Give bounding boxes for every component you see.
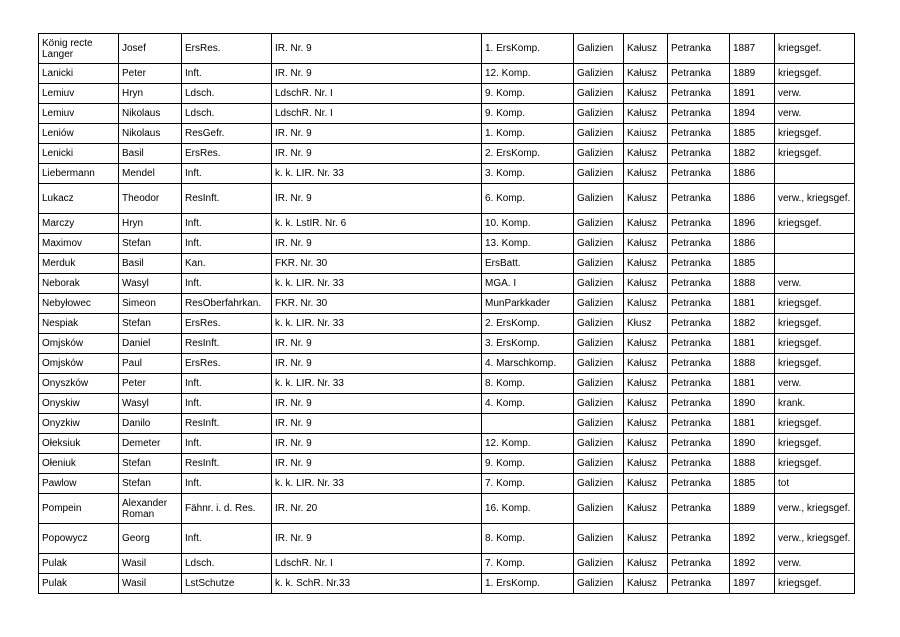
province-cell: Galizien [574,254,624,274]
district-cell: Kałusz [624,84,668,104]
table-row [39,574,855,594]
status-cell: verw., kriegsgef. [775,494,855,524]
company-cell: 2. ErsKomp. [482,314,574,334]
table-row [39,374,855,394]
birth-year-cell: 1881 [730,414,775,434]
province-cell: Galizien [574,184,624,214]
table-row [39,104,855,124]
surname-cell: Ołeksiuk [39,434,119,454]
province-cell: Galizien [574,354,624,374]
status-cell: kriegsgef. [775,434,855,454]
rank-cell: Inft. [182,164,272,184]
district-cell: Kałusz [624,274,668,294]
village-cell: Petranka [668,454,730,474]
district-cell: Kłusz [624,314,668,334]
company-cell: 4. Marschkomp. [482,354,574,374]
surname-cell: Pawlow [39,474,119,494]
table-row [39,64,855,84]
given-name-cell: Simeon [119,294,182,314]
rank-cell: ResOberfahrkan. [182,294,272,314]
company-cell: 12. Komp. [482,64,574,84]
birth-year-cell: 1882 [730,314,775,334]
village-cell: Petranka [668,494,730,524]
birth-year-cell: 1885 [730,124,775,144]
district-cell: Kałusz [624,184,668,214]
surname-cell: Ołeniuk [39,454,119,474]
rank-cell: ErsRes. [182,314,272,334]
province-cell: Galizien [574,64,624,84]
regiment-cell: IR. Nr. 9 [272,64,482,84]
company-cell: 9. Komp. [482,104,574,124]
company-cell: 6. Komp. [482,184,574,214]
regiment-cell: IR. Nr. 9 [272,124,482,144]
district-cell: Kałusz [624,524,668,554]
table-row [39,414,855,434]
village-cell: Petranka [668,104,730,124]
province-cell: Galizien [574,394,624,414]
given-name-cell: Nikolaus [119,104,182,124]
regiment-cell: IR. Nr. 9 [272,334,482,354]
rank-cell: Inft. [182,434,272,454]
company-cell: 1. Komp. [482,124,574,144]
company-cell: 1. ErsKomp. [482,574,574,594]
company-cell: MunParkkader [482,294,574,314]
given-name-cell: Danilo [119,414,182,434]
status-cell [775,164,855,184]
rank-cell: ResGefr. [182,124,272,144]
given-name-cell: Georg [119,524,182,554]
rank-cell: LstSchutze [182,574,272,594]
surname-cell: Lemiuv [39,104,119,124]
regiment-cell: LdschR. Nr. I [272,554,482,574]
status-cell: kriegsgef. [775,34,855,64]
surname-cell: Nebyłowec [39,294,119,314]
regiment-cell: k. k. LIR. Nr. 33 [272,274,482,294]
table-row [39,34,855,64]
village-cell: Petranka [668,34,730,64]
company-cell: 8. Komp. [482,374,574,394]
district-cell: Kałusz [624,574,668,594]
table-row [39,144,855,164]
district-cell: Kałusz [624,454,668,474]
surname-cell: Merduk [39,254,119,274]
rank-cell: Ldsch. [182,84,272,104]
birth-year-cell: 1894 [730,104,775,124]
birth-year-cell: 1881 [730,294,775,314]
province-cell: Galizien [574,494,624,524]
village-cell: Petranka [668,524,730,554]
regiment-cell: LdschR. Nr. I [272,104,482,124]
district-cell: Kałusz [624,434,668,454]
regiment-cell: IR. Nr. 9 [272,34,482,64]
status-cell: verw. [775,84,855,104]
company-cell: ErsBatt. [482,254,574,274]
given-name-cell: Stefan [119,454,182,474]
given-name-cell: Stefan [119,474,182,494]
company-cell: 3. ErsKomp. [482,334,574,354]
given-name-cell: Nikolaus [119,124,182,144]
rank-cell: ErsRes. [182,144,272,164]
province-cell: Galizien [574,554,624,574]
status-cell: verw. [775,274,855,294]
village-cell: Petranka [668,184,730,214]
given-name-cell: Stefan [119,234,182,254]
rank-cell: ResInft. [182,414,272,434]
province-cell: Galizien [574,104,624,124]
surname-cell: Liebermann [39,164,119,184]
company-cell: 3. Komp. [482,164,574,184]
district-cell: Kałusz [624,554,668,574]
status-cell: kriegsgef. [775,144,855,164]
status-cell: kriegsgef. [775,414,855,434]
given-name-cell: Daniel [119,334,182,354]
province-cell: Galizien [574,144,624,164]
status-cell: kriegsgef. [775,214,855,234]
table-row [39,254,855,274]
status-cell: kriegsgef. [775,334,855,354]
birth-year-cell: 1886 [730,184,775,214]
company-cell: 4. Komp. [482,394,574,414]
company-cell: 1. ErsKomp. [482,34,574,64]
status-cell [775,234,855,254]
regiment-cell: LdschR. Nr. I [272,84,482,104]
surname-cell: Pulak [39,554,119,574]
regiment-cell: IR. Nr. 9 [272,394,482,414]
rank-cell: Inft. [182,64,272,84]
regiment-cell: IR. Nr. 9 [272,414,482,434]
table-row [39,164,855,184]
birth-year-cell: 1890 [730,434,775,454]
district-cell: Kałusz [624,374,668,394]
surname-cell: Lemiuv [39,84,119,104]
village-cell: Petranka [668,414,730,434]
birth-year-cell: 1886 [730,234,775,254]
status-cell: kriegsgef. [775,574,855,594]
given-name-cell: Stefan [119,314,182,334]
district-cell: Kaiusz [624,124,668,144]
given-name-cell: Mendel [119,164,182,184]
table-row [39,184,855,214]
status-cell: tot [775,474,855,494]
rank-cell: Kan. [182,254,272,274]
given-name-cell: Alexander Roman [119,494,182,524]
table-row [39,314,855,334]
surname-cell: Nespiak [39,314,119,334]
village-cell: Petranka [668,234,730,254]
birth-year-cell: 1888 [730,274,775,294]
company-cell: 7. Komp. [482,554,574,574]
regiment-cell: FKR. Nr. 30 [272,294,482,314]
village-cell: Petranka [668,144,730,164]
table-row [39,394,855,414]
regiment-cell: k. k. LIR. Nr. 33 [272,474,482,494]
village-cell: Petranka [668,124,730,144]
rank-cell: ErsRes. [182,354,272,374]
table-row [39,474,855,494]
company-cell [482,414,574,434]
table-row [39,234,855,254]
table-row [39,494,855,524]
province-cell: Galizien [574,34,624,64]
rank-cell: Inft. [182,524,272,554]
given-name-cell: Theodor [119,184,182,214]
table-row [39,354,855,374]
village-cell: Petranka [668,254,730,274]
company-cell: 7. Komp. [482,474,574,494]
birth-year-cell: 1890 [730,394,775,414]
birth-year-cell: 1896 [730,214,775,234]
given-name-cell: Demeter [119,434,182,454]
birth-year-cell: 1882 [730,144,775,164]
surname-cell: Pompein [39,494,119,524]
district-cell: Kałusz [624,394,668,414]
surname-cell: Pulak [39,574,119,594]
province-cell: Galizien [574,214,624,234]
district-cell: Kałusz [624,414,668,434]
given-name-cell: Paul [119,354,182,374]
regiment-cell: IR. Nr. 9 [272,144,482,164]
company-cell: 8. Komp. [482,524,574,554]
district-cell: Kałusz [624,354,668,374]
birth-year-cell: 1892 [730,554,775,574]
table-body [39,34,855,594]
district-cell: Kałusz [624,104,668,124]
status-cell: krank. [775,394,855,414]
given-name-cell: Wasil [119,554,182,574]
province-cell: Galizien [574,124,624,144]
rank-cell: Inft. [182,274,272,294]
district-cell: Kałusz [624,144,668,164]
village-cell: Petranka [668,434,730,454]
province-cell: Galizien [574,234,624,254]
district-cell: Kalusz [624,294,668,314]
province-cell: Galizien [574,474,624,494]
district-cell: Kałusz [624,234,668,254]
company-cell: 9. Komp. [482,84,574,104]
regiment-cell: k. k. LstIR. Nr. 6 [272,214,482,234]
regiment-cell: IR. Nr. 20 [272,494,482,524]
province-cell: Galizien [574,294,624,314]
district-cell: Kałusz [624,34,668,64]
birth-year-cell: 1889 [730,64,775,84]
district-cell: Kałusz [624,474,668,494]
given-name-cell: Basil [119,254,182,274]
surname-cell: Lanicki [39,64,119,84]
district-cell: Kałusz [624,164,668,184]
status-cell: kriegsgef. [775,354,855,374]
birth-year-cell: 1892 [730,524,775,554]
status-cell: kriegsgef. [775,124,855,144]
province-cell: Galizien [574,334,624,354]
regiment-cell: IR. Nr. 9 [272,354,482,374]
casualty-table [38,33,855,594]
surname-cell: Lenicki [39,144,119,164]
village-cell: Petranka [668,554,730,574]
rank-cell: Inft. [182,394,272,414]
table-row [39,554,855,574]
regiment-cell: k. k. LIR. Nr. 33 [272,374,482,394]
province-cell: Galizien [574,454,624,474]
surname-cell: Maximov [39,234,119,254]
birth-year-cell: 1888 [730,454,775,474]
village-cell: Petranka [668,84,730,104]
table-row [39,434,855,454]
company-cell: 13. Komp. [482,234,574,254]
rank-cell: Ldsch. [182,554,272,574]
village-cell: Petranka [668,334,730,354]
table-row [39,524,855,554]
surname-cell: Onyskiw [39,394,119,414]
village-cell: Petranka [668,314,730,334]
province-cell: Galizien [574,414,624,434]
rank-cell: Ldsch. [182,104,272,124]
district-cell: Kałusz [624,494,668,524]
district-cell: Kałusz [624,254,668,274]
table-row [39,274,855,294]
surname-cell: Onyszków [39,374,119,394]
rank-cell: Inft. [182,374,272,394]
surname-cell: Lukacz [39,184,119,214]
regiment-cell: IR. Nr. 9 [272,434,482,454]
regiment-cell: k. k. LIR. Nr. 33 [272,164,482,184]
surname-cell: Omjsków [39,354,119,374]
surname-cell: Leniów [39,124,119,144]
surname-cell: Omjsków [39,334,119,354]
status-cell: verw. [775,374,855,394]
village-cell: Petranka [668,274,730,294]
rank-cell: Inft. [182,234,272,254]
table-row [39,294,855,314]
given-name-cell: Josef [119,34,182,64]
given-name-cell: Peter [119,64,182,84]
village-cell: Petranka [668,164,730,184]
village-cell: Petranka [668,574,730,594]
given-name-cell: Peter [119,374,182,394]
rank-cell: ErsRes. [182,34,272,64]
status-cell: kriegsgef. [775,454,855,474]
village-cell: Petranka [668,394,730,414]
regiment-cell: IR. Nr. 9 [272,184,482,214]
rank-cell: ResInft. [182,454,272,474]
birth-year-cell: 1881 [730,334,775,354]
province-cell: Galizien [574,374,624,394]
rank-cell: ResInft. [182,334,272,354]
status-cell: verw. [775,554,855,574]
company-cell: 16. Komp. [482,494,574,524]
status-cell: verw., kriegsgef. [775,524,855,554]
surname-cell: Neborak [39,274,119,294]
village-cell: Petranka [668,354,730,374]
birth-year-cell: 1881 [730,374,775,394]
surname-cell: Popowycz [39,524,119,554]
village-cell: Petranka [668,374,730,394]
status-cell: verw., kriegsgef. [775,184,855,214]
surname-cell: Marczy [39,214,119,234]
rank-cell: Inft. [182,474,272,494]
rank-cell: ResInft. [182,184,272,214]
regiment-cell: k. k. SchR. Nr.33 [272,574,482,594]
village-cell: Petranka [668,214,730,234]
birth-year-cell: 1885 [730,474,775,494]
table-row [39,84,855,104]
rank-cell: Fähnr. i. d. Res. [182,494,272,524]
birth-year-cell: 1886 [730,164,775,184]
province-cell: Galizien [574,314,624,334]
company-cell: 12. Komp. [482,434,574,454]
village-cell: Petranka [668,294,730,314]
given-name-cell: Wasyl [119,394,182,414]
surname-cell: Onyzkiw [39,414,119,434]
birth-year-cell: 1888 [730,354,775,374]
table-row [39,214,855,234]
regiment-cell: IR. Nr. 9 [272,524,482,554]
village-cell: Petranka [668,64,730,84]
status-cell: kriegsgef. [775,294,855,314]
given-name-cell: Basil [119,144,182,164]
village-cell: Petranka [668,474,730,494]
province-cell: Galizien [574,274,624,294]
status-cell: kriegsgef. [775,314,855,334]
given-name-cell: Wasyl [119,274,182,294]
status-cell: kriegsgef. [775,64,855,84]
regiment-cell: k. k. LIR. Nr. 33 [272,314,482,334]
regiment-cell: IR. Nr. 9 [272,234,482,254]
birth-year-cell: 1897 [730,574,775,594]
company-cell: MGA. I [482,274,574,294]
table-row [39,454,855,474]
rank-cell: Inft. [182,214,272,234]
given-name-cell: Hryn [119,214,182,234]
birth-year-cell: 1891 [730,84,775,104]
status-cell [775,254,855,274]
district-cell: Kałusz [624,214,668,234]
province-cell: Galizien [574,524,624,554]
province-cell: Galizien [574,164,624,184]
district-cell: Kałusz [624,64,668,84]
company-cell: 2. ErsKomp. [482,144,574,164]
table-row [39,124,855,144]
table-row [39,334,855,354]
regiment-cell: FKR. Nr. 30 [272,254,482,274]
province-cell: Galizien [574,434,624,454]
birth-year-cell: 1885 [730,254,775,274]
surname-cell: König recte Langer [39,34,119,64]
regiment-cell: IR. Nr. 9 [272,454,482,474]
province-cell: Galizien [574,574,624,594]
birth-year-cell: 1887 [730,34,775,64]
given-name-cell: Wasil [119,574,182,594]
company-cell: 10. Komp. [482,214,574,234]
status-cell: verw. [775,104,855,124]
province-cell: Galizien [574,84,624,104]
birth-year-cell: 1889 [730,494,775,524]
district-cell: Kałusz [624,334,668,354]
given-name-cell: Hryn [119,84,182,104]
company-cell: 9. Komp. [482,454,574,474]
